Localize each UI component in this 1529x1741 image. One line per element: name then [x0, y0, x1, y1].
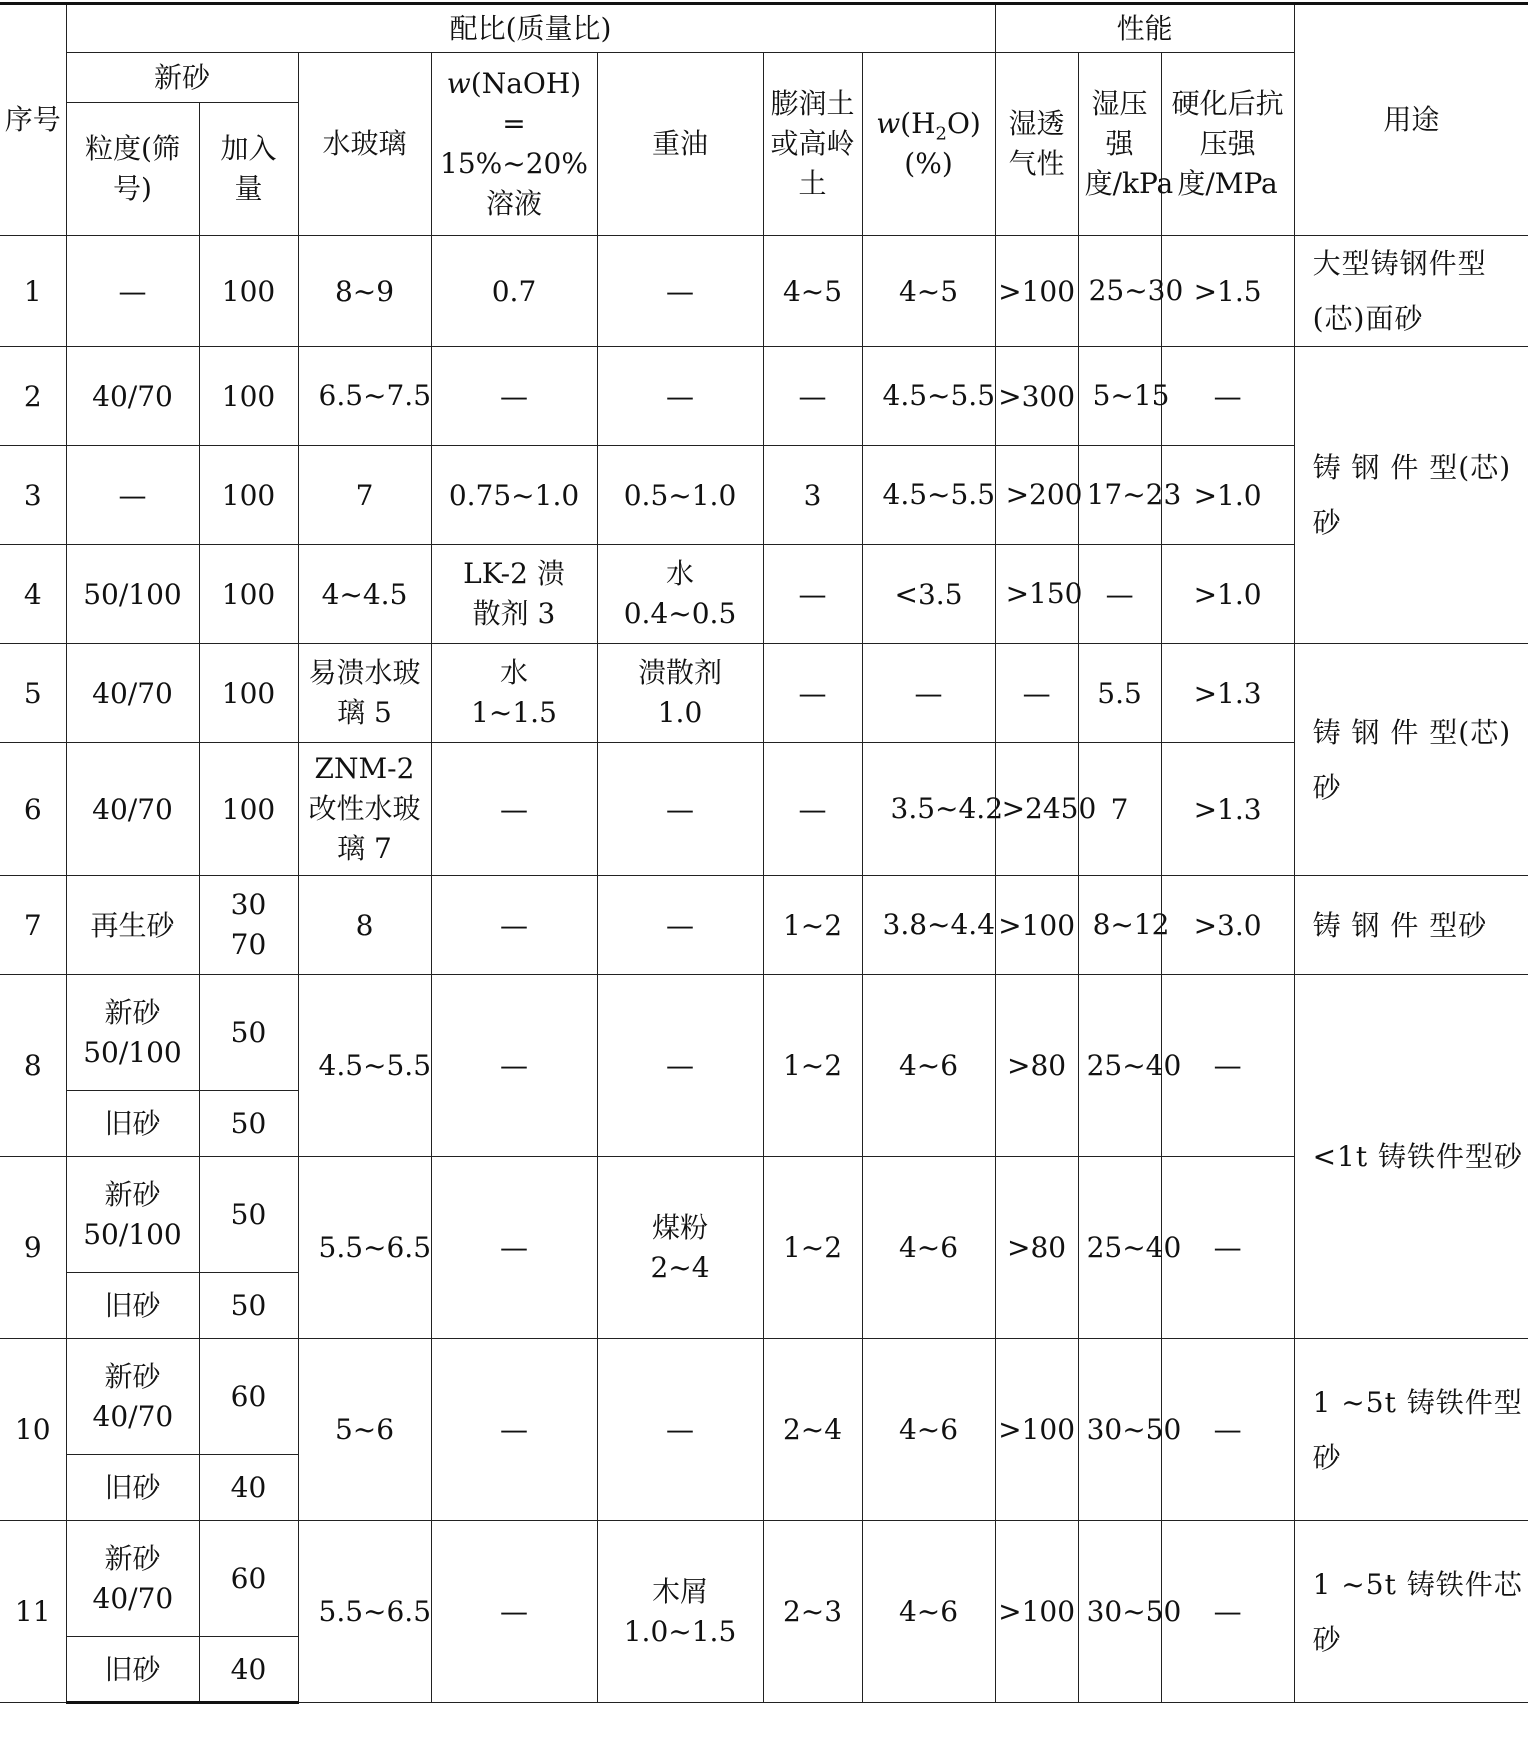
row-wet-strength: 5.5 — [1078, 644, 1161, 743]
row-heavy-oil: — — [597, 975, 763, 1157]
water-w: w — [876, 107, 901, 140]
row-seq: 5 — [0, 644, 66, 743]
row-seq: 3 — [0, 446, 66, 545]
header-heavy-oil: 重油 — [597, 53, 763, 236]
row-grain: 50/100 — [66, 545, 199, 644]
row-wet-strength: 25~40 — [1078, 1157, 1161, 1339]
naoh-range: 15%~20% — [440, 147, 588, 180]
header-grain: 粒度(筛号) — [66, 103, 199, 236]
row-seq: 4 — [0, 545, 66, 644]
row-amount-old: 40 — [199, 1637, 298, 1703]
row-heavy-oil: — — [597, 236, 763, 347]
row-bentonite: 1~2 — [763, 876, 862, 975]
row-naoh: — — [431, 743, 597, 876]
row-seq: 11 — [0, 1521, 66, 1703]
row-wet-strength: — — [1078, 545, 1161, 644]
sand-mix-table — [0, 2, 1528, 1704]
row-heavy-oil: 木屑 1.0~1.5 — [597, 1521, 763, 1703]
row-bentonite: — — [763, 545, 862, 644]
row-amount: 100 — [199, 743, 298, 876]
usage-steel-mold-core: 铸 钢 件 型(芯)砂 — [1294, 347, 1528, 644]
row-amount: 30 70 — [199, 876, 298, 975]
row-water: <3.5 — [862, 545, 995, 644]
row-amount: 100 — [199, 236, 298, 347]
header-amount: 加入量 — [199, 103, 298, 236]
row-usage: 1 ~5t 铸铁件芯砂 — [1294, 1521, 1528, 1703]
row-amount-old: 50 — [199, 1091, 298, 1157]
usage-steel-mold-core-2: 铸 钢 件 型(芯)砂 — [1294, 644, 1528, 876]
row-water-glass: 8 — [298, 876, 431, 975]
row-grain: 40/70 — [66, 347, 199, 446]
row-wet-strength: 8~12 — [1078, 876, 1161, 975]
header-naoh — [431, 53, 597, 236]
row-water: 3.8~4.4 — [862, 876, 995, 975]
row-amount-new: 60 — [199, 1521, 298, 1637]
naoh-w: w — [446, 67, 471, 100]
row-usage: 大型铸钢件型(芯)面砂 — [1294, 236, 1528, 347]
row-seq: 8 — [0, 975, 66, 1157]
row-naoh: — — [431, 1157, 597, 1339]
row-grain: — — [66, 446, 199, 545]
row-permeability: >100 — [995, 1339, 1078, 1521]
row-water: 4.5~5.5 — [862, 347, 995, 446]
row-grain-new: 新砂 50/100 — [66, 975, 199, 1091]
row-amount: 100 — [199, 545, 298, 644]
row-wet-strength: 17~23 — [1078, 446, 1161, 545]
table-row — [0, 644, 1528, 743]
row-heavy-oil: — — [597, 743, 763, 876]
row-naoh: 0.7 — [431, 236, 597, 347]
row-hardened: — — [1161, 1339, 1294, 1521]
water-sub: 2 — [935, 123, 947, 145]
row-heavy-oil: 溃散剂1.0 — [597, 644, 763, 743]
row-hardened: >1.3 — [1161, 644, 1294, 743]
row-wet-strength: 30~50 — [1078, 1339, 1161, 1521]
row-hardened: >1.0 — [1161, 446, 1294, 545]
row-hardened: — — [1161, 1521, 1294, 1703]
row-seq: 2 — [0, 347, 66, 446]
water-o: O) — [946, 107, 981, 140]
row-water-glass: 4.5~5.5 — [298, 975, 431, 1157]
table-row — [0, 347, 1528, 446]
row-water-glass: 6.5~7.5 — [298, 347, 431, 446]
row-amount: 100 — [199, 446, 298, 545]
row-water-glass: ZNM-2改性水玻璃 7 — [298, 743, 431, 876]
row-wet-strength: 5~15 — [1078, 347, 1161, 446]
row-bentonite: 1~2 — [763, 1157, 862, 1339]
row-usage: 1 ~5t 铸铁件型砂 — [1294, 1339, 1528, 1521]
row-permeability: >200 — [995, 446, 1078, 545]
row-permeability: — — [995, 644, 1078, 743]
row-seq: 1 — [0, 236, 66, 347]
row-water-glass: 7 — [298, 446, 431, 545]
row-seq: 10 — [0, 1339, 66, 1521]
row-amount: 100 — [199, 644, 298, 743]
row-wet-strength: 25~40 — [1078, 975, 1161, 1157]
header-hardened-strength: 硬化后抗压强度/MPa — [1161, 53, 1294, 236]
row-permeability: >80 — [995, 975, 1078, 1157]
row-water-glass: 8~9 — [298, 236, 431, 347]
row-heavy-oil: — — [597, 1339, 763, 1521]
row-naoh: — — [431, 1521, 597, 1703]
row-naoh: — — [431, 1339, 597, 1521]
table-row — [0, 236, 1528, 347]
row-usage: 铸 钢 件 型砂 — [1294, 876, 1528, 975]
row-amount-new: 60 — [199, 1339, 298, 1455]
row-water: 3.5~4.2 — [862, 743, 995, 876]
row-grain-new: 新砂 40/70 — [66, 1339, 199, 1455]
row-seq: 9 — [0, 1157, 66, 1339]
row-heavy-oil: 煤粉 2~4 — [597, 1157, 763, 1339]
header-usage: 用途 — [1294, 4, 1528, 236]
row-water-glass: 4~4.5 — [298, 545, 431, 644]
row-heavy-oil: — — [597, 876, 763, 975]
row-naoh: — — [431, 975, 597, 1157]
row-amount-new: 50 — [199, 1157, 298, 1273]
row-bentonite: — — [763, 347, 862, 446]
naoh-eq: = — [502, 107, 526, 140]
table-row — [0, 876, 1528, 975]
row-water: 4~6 — [862, 1339, 995, 1521]
header-properties: 性能 — [995, 4, 1294, 53]
row-hardened: — — [1161, 347, 1294, 446]
header-ratio: 配比(质量比) — [66, 4, 995, 53]
naoh-solution: 溶液 — [485, 187, 542, 220]
row-naoh: 0.75~1.0 — [431, 446, 597, 545]
row-bentonite: — — [763, 743, 862, 876]
row-permeability: >300 — [995, 347, 1078, 446]
row-heavy-oil: 0.5~1.0 — [597, 446, 763, 545]
row-water: 4~6 — [862, 1521, 995, 1703]
table-row — [0, 975, 1528, 1091]
usage-iron-mold: <1t 铸铁件型砂 — [1294, 975, 1528, 1339]
row-seq: 6 — [0, 743, 66, 876]
row-hardened: >1.3 — [1161, 743, 1294, 876]
header-water — [862, 53, 995, 236]
row-grain-old: 旧砂 — [66, 1273, 199, 1339]
row-naoh: — — [431, 347, 597, 446]
row-seq: 7 — [0, 876, 66, 975]
row-naoh: LK-2 溃散剂 3 — [431, 545, 597, 644]
row-water-glass: 5.5~6.5 — [298, 1157, 431, 1339]
row-hardened: >1.5 — [1161, 236, 1294, 347]
naoh-formula: (NaOH) — [470, 67, 582, 100]
header-water-glass: 水玻璃 — [298, 53, 431, 236]
row-grain-new: 新砂 50/100 — [66, 1157, 199, 1273]
row-water-glass: 5~6 — [298, 1339, 431, 1521]
row-amount: 100 — [199, 347, 298, 446]
row-bentonite: 2~4 — [763, 1339, 862, 1521]
row-amount-old: 50 — [199, 1273, 298, 1339]
header-bentonite: 膨润土或高岭土 — [763, 53, 862, 236]
row-water: — — [862, 644, 995, 743]
row-bentonite: 2~3 — [763, 1521, 862, 1703]
row-heavy-oil: — — [597, 347, 763, 446]
table-row — [0, 1521, 1528, 1637]
row-grain-old: 旧砂 — [66, 1637, 199, 1703]
row-permeability: >150 — [995, 545, 1078, 644]
row-wet-strength: 25~30 — [1078, 236, 1161, 347]
row-water: 4~6 — [862, 975, 995, 1157]
row-grain-old: 旧砂 — [66, 1455, 199, 1521]
table-row — [0, 1339, 1528, 1455]
row-water: 4.5~5.5 — [862, 446, 995, 545]
row-heavy-oil: 水0.4~0.5 — [597, 545, 763, 644]
row-grain-old: 旧砂 — [66, 1091, 199, 1157]
row-grain: 40/70 — [66, 644, 199, 743]
row-permeability: >100 — [995, 1521, 1078, 1703]
row-naoh: — — [431, 876, 597, 975]
row-water-glass: 易溃水玻璃 5 — [298, 644, 431, 743]
row-amount-new: 50 — [199, 975, 298, 1091]
row-wet-strength: 30~50 — [1078, 1521, 1161, 1703]
header-new-sand: 新砂 — [66, 53, 298, 103]
water-pct: (%) — [904, 147, 953, 180]
row-water: 4~6 — [862, 1157, 995, 1339]
row-amount-old: 40 — [199, 1455, 298, 1521]
row-grain: — — [66, 236, 199, 347]
row-permeability: >100 — [995, 236, 1078, 347]
row-grain: 40/70 — [66, 743, 199, 876]
row-bentonite: 3 — [763, 446, 862, 545]
row-water: 4~5 — [862, 236, 995, 347]
row-hardened: — — [1161, 975, 1294, 1157]
header-seq: 序号 — [0, 4, 66, 236]
row-permeability: >80 — [995, 1157, 1078, 1339]
row-hardened: >1.0 — [1161, 545, 1294, 644]
row-naoh: 水1~1.5 — [431, 644, 597, 743]
row-grain-new: 新砂 40/70 — [66, 1521, 199, 1637]
row-permeability: >100 — [995, 876, 1078, 975]
row-bentonite: 1~2 — [763, 975, 862, 1157]
row-permeability: >2450 — [995, 743, 1078, 876]
row-bentonite: 4~5 — [763, 236, 862, 347]
row-bentonite: — — [763, 644, 862, 743]
row-hardened: — — [1161, 1157, 1294, 1339]
row-grain: 再生砂 — [66, 876, 199, 975]
header-wet-strength: 湿压强度/kPa — [1078, 53, 1161, 236]
row-water-glass: 5.5~6.5 — [298, 1521, 431, 1703]
water-h: (H — [900, 107, 936, 140]
row-wet-strength: 7 — [1078, 743, 1161, 876]
header-permeability: 湿透气性 — [995, 53, 1078, 236]
row-hardened: >3.0 — [1161, 876, 1294, 975]
